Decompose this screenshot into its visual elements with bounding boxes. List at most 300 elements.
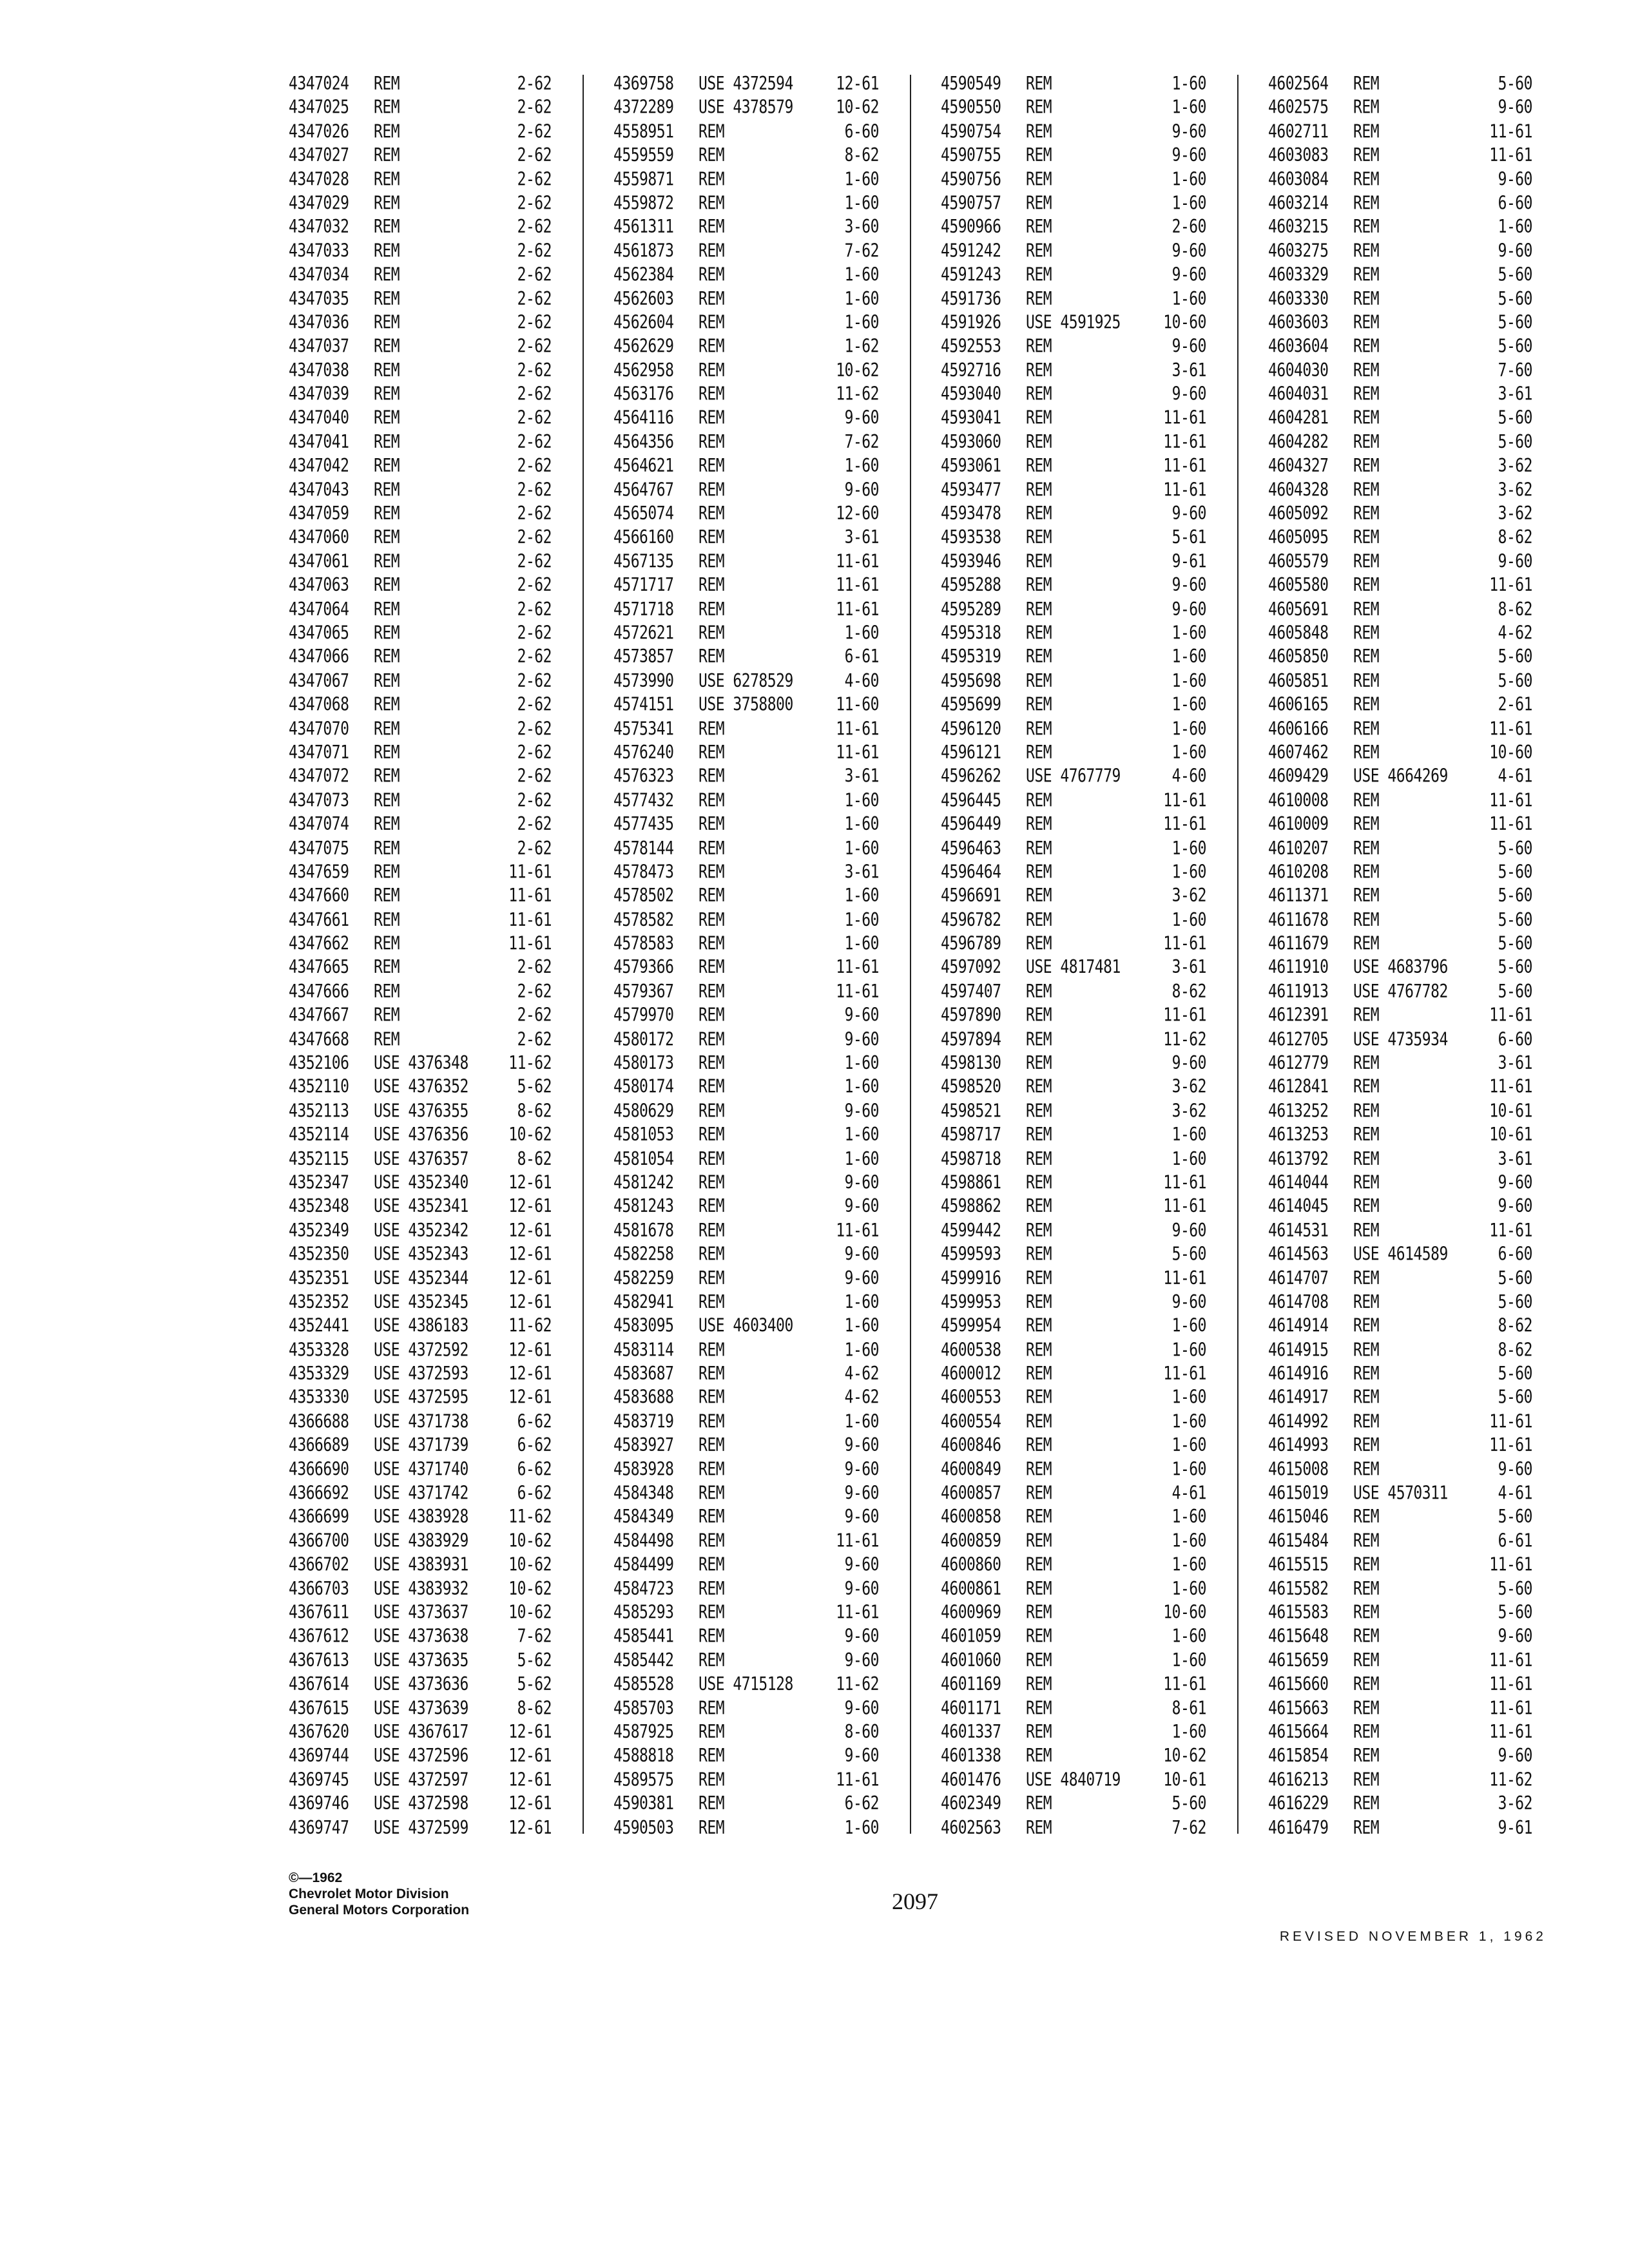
status-action: REM <box>374 957 400 978</box>
part-number: 4590503 <box>613 1818 674 1838</box>
part-number: 4600858 <box>941 1507 1001 1528</box>
status-action: REM <box>374 121 400 142</box>
effective-date: 4-60 <box>844 671 879 692</box>
effective-date: 3-62 <box>1498 479 1532 501</box>
part-number: 4352347 <box>289 1172 349 1193</box>
effective-date: 9-60 <box>844 479 879 501</box>
parts-row <box>289 454 552 478</box>
parts-column-1 <box>289 72 552 1840</box>
effective-date: 11-61 <box>1163 1172 1206 1193</box>
effective-date: 11-61 <box>836 957 879 978</box>
effective-date: 12-61 <box>508 1172 552 1193</box>
column-divider <box>1237 75 1239 1834</box>
parts-row <box>613 1243 879 1267</box>
effective-date: 3-62 <box>1171 886 1206 907</box>
status-action: REM <box>1353 814 1380 835</box>
parts-row <box>941 1123 1206 1147</box>
part-number: 4571717 <box>613 575 674 596</box>
effective-date: 9-60 <box>1498 551 1532 572</box>
status-action: REM <box>699 479 725 501</box>
effective-date: 9-60 <box>1171 384 1206 405</box>
effective-date: 1-60 <box>1171 695 1206 716</box>
part-number: 4590549 <box>941 73 1001 95</box>
parts-row <box>289 956 552 980</box>
part-number: 4347063 <box>289 575 349 596</box>
status-action: REM <box>699 1769 725 1791</box>
effective-date: 5-60 <box>1498 1507 1532 1528</box>
effective-date: 6-60 <box>844 121 879 142</box>
part-number: 4611910 <box>1268 957 1329 978</box>
parts-row <box>613 836 879 860</box>
part-number: 4600012 <box>941 1363 1001 1385</box>
part-number: 4601169 <box>941 1674 1001 1695</box>
effective-date: 8-62 <box>517 1100 552 1122</box>
parts-row <box>613 454 879 478</box>
part-number: 4613792 <box>1268 1148 1329 1169</box>
parts-row <box>941 264 1206 287</box>
part-number: 4584723 <box>613 1579 674 1599</box>
parts-row <box>613 574 879 598</box>
part-number: 4615484 <box>1268 1531 1329 1552</box>
part-number: 4347660 <box>289 886 349 907</box>
effective-date: 1-60 <box>844 790 879 811</box>
parts-row <box>941 693 1206 717</box>
parts-row <box>1268 168 1532 191</box>
status-action: USE 4372599 <box>374 1818 468 1838</box>
part-number: 4596463 <box>941 838 1001 859</box>
effective-date: 11-62 <box>1489 1769 1532 1791</box>
part-number: 4595698 <box>941 671 1001 692</box>
copyright-division: Chevrolet Motor Division <box>289 1887 449 1901</box>
part-number: 4596262 <box>941 766 1001 787</box>
parts-row <box>941 1219 1206 1243</box>
status-action: REM <box>374 527 400 548</box>
part-number: 4615515 <box>1268 1555 1329 1575</box>
status-action: REM <box>1026 216 1052 238</box>
status-action: REM <box>374 384 400 405</box>
parts-row <box>613 72 879 96</box>
part-number: 4607462 <box>1268 742 1329 764</box>
status-action: REM <box>374 599 400 620</box>
status-action: USE 4570311 <box>1353 1483 1448 1504</box>
parts-row <box>613 1362 879 1386</box>
parts-row <box>613 96 879 120</box>
effective-date: 11-62 <box>836 384 879 405</box>
parts-row <box>941 1386 1206 1410</box>
part-number: 4353329 <box>289 1363 349 1385</box>
effective-date: 5-60 <box>1498 408 1532 429</box>
parts-row <box>1268 1577 1532 1601</box>
effective-date: 10-61 <box>1489 1124 1532 1146</box>
status-action: REM <box>1353 718 1380 740</box>
effective-date: 11-61 <box>1489 1435 1532 1456</box>
effective-date: 9-60 <box>844 1196 879 1217</box>
effective-date: 10-60 <box>1163 1602 1206 1624</box>
parts-row <box>613 1147 879 1171</box>
parts-row <box>613 1219 879 1243</box>
part-number: 4598861 <box>941 1172 1001 1193</box>
part-number: 4579366 <box>613 957 674 978</box>
part-number: 4590755 <box>941 145 1001 166</box>
parts-row <box>941 789 1206 812</box>
status-action: REM <box>1026 1316 1052 1337</box>
effective-date: 12-61 <box>508 1363 552 1385</box>
part-number: 4347073 <box>289 790 349 811</box>
part-number: 4603604 <box>1268 336 1329 358</box>
part-number: 4366690 <box>289 1459 349 1480</box>
status-action: REM <box>1026 1555 1052 1575</box>
part-number: 4601337 <box>941 1722 1001 1743</box>
parts-row <box>941 1696 1206 1720</box>
effective-date: 10-61 <box>1489 1100 1532 1122</box>
part-number: 4563176 <box>613 384 674 405</box>
part-number: 4596449 <box>941 814 1001 835</box>
parts-row <box>289 1696 552 1720</box>
part-number: 4602564 <box>1268 73 1329 95</box>
effective-date: 4-61 <box>1498 766 1532 787</box>
effective-date: 2-62 <box>517 479 552 501</box>
effective-date: 1-60 <box>1171 1411 1206 1432</box>
effective-date: 1-60 <box>844 623 879 644</box>
parts-row <box>941 1028 1206 1052</box>
parts-row <box>1268 1673 1532 1696</box>
part-number: 4347040 <box>289 408 349 429</box>
effective-date: 4-61 <box>1171 1483 1206 1504</box>
effective-date: 2-62 <box>517 169 552 190</box>
status-action: REM <box>699 623 725 644</box>
part-number: 4595699 <box>941 695 1001 716</box>
status-action: REM <box>1026 1363 1052 1385</box>
part-number: 4583095 <box>613 1316 674 1337</box>
parts-row <box>1268 240 1532 264</box>
part-number: 4585293 <box>613 1602 674 1624</box>
status-action: REM <box>1026 551 1052 572</box>
parts-row <box>1268 1314 1532 1338</box>
status-action: REM <box>1026 479 1052 501</box>
effective-date: 5-60 <box>1498 1602 1532 1624</box>
effective-date: 12-61 <box>508 1292 552 1313</box>
effective-date: 2-62 <box>517 1029 552 1050</box>
parts-row <box>941 311 1206 335</box>
effective-date: 9-60 <box>1171 265 1206 285</box>
parts-row <box>941 287 1206 311</box>
parts-row <box>941 956 1206 980</box>
part-number: 4614707 <box>1268 1268 1329 1289</box>
part-number: 4590754 <box>941 121 1001 142</box>
status-action: REM <box>1353 1579 1380 1599</box>
parts-row <box>289 1720 552 1744</box>
parts-row <box>613 1482 879 1506</box>
status-action: REM <box>374 408 400 429</box>
effective-date: 11-61 <box>836 981 879 1003</box>
parts-row <box>289 1457 552 1481</box>
parts-row <box>289 812 552 836</box>
status-action: REM <box>1026 910 1052 930</box>
effective-date: 1-60 <box>844 193 879 214</box>
status-action: REM <box>1026 671 1052 692</box>
parts-row <box>941 1338 1206 1362</box>
part-number: 4614993 <box>1268 1435 1329 1456</box>
status-action: REM <box>1353 1005 1380 1026</box>
part-number: 4600860 <box>941 1555 1001 1575</box>
parts-row <box>1268 120 1532 144</box>
part-number: 4369745 <box>289 1769 349 1791</box>
parts-row <box>613 1744 879 1768</box>
status-action: REM <box>1026 169 1052 190</box>
effective-date: 5-60 <box>1498 981 1532 1003</box>
status-action: REM <box>1026 1507 1052 1528</box>
part-number: 4369746 <box>289 1793 349 1814</box>
effective-date: 1-60 <box>1171 742 1206 764</box>
status-action: USE 4352340 <box>374 1172 468 1193</box>
status-action: REM <box>1026 1793 1052 1814</box>
effective-date: 1-60 <box>844 312 879 333</box>
status-action: USE 4372595 <box>374 1387 468 1408</box>
part-number: 4610008 <box>1268 790 1329 811</box>
effective-date: 1-60 <box>844 1411 879 1432</box>
part-number: 4591242 <box>941 240 1001 262</box>
part-number: 4605092 <box>1268 503 1329 524</box>
parts-row <box>1268 765 1532 789</box>
effective-date: 3-62 <box>1171 1100 1206 1122</box>
effective-date: 9-60 <box>1171 1053 1206 1074</box>
part-number: 4580629 <box>613 1100 674 1122</box>
status-action: REM <box>1353 265 1380 285</box>
parts-row <box>1268 407 1532 430</box>
parts-row <box>613 789 879 812</box>
effective-date: 11-61 <box>1163 790 1206 811</box>
part-number: 4581053 <box>613 1124 674 1146</box>
effective-date: 1-60 <box>844 934 879 954</box>
effective-date: 1-60 <box>1171 671 1206 692</box>
part-number: 4580173 <box>613 1053 674 1074</box>
parts-row <box>1268 1267 1532 1291</box>
parts-row <box>613 1696 879 1720</box>
effective-date: 1-60 <box>844 169 879 190</box>
parts-row <box>1268 526 1532 550</box>
effective-date: 9-60 <box>844 1268 879 1289</box>
part-number: 4600859 <box>941 1531 1001 1552</box>
effective-date: 2-62 <box>517 384 552 405</box>
part-number: 4347059 <box>289 503 349 524</box>
parts-row <box>613 502 879 526</box>
part-number: 4347026 <box>289 121 349 142</box>
part-number: 4612841 <box>1268 1077 1329 1098</box>
parts-row <box>941 717 1206 741</box>
part-number: 4590966 <box>941 216 1001 238</box>
parts-row <box>289 1601 552 1625</box>
effective-date: 9-60 <box>844 1579 879 1599</box>
status-action: REM <box>1026 647 1052 668</box>
parts-row <box>613 1601 879 1625</box>
status-action: REM <box>1353 1626 1380 1648</box>
status-action: REM <box>699 408 725 429</box>
parts-row <box>289 717 552 741</box>
effective-date: 5-60 <box>1498 934 1532 954</box>
part-number: 4558951 <box>613 121 674 142</box>
effective-date: 2-62 <box>517 240 552 262</box>
part-number: 4347067 <box>289 671 349 692</box>
part-number: 4593946 <box>941 551 1001 572</box>
part-number: 4615008 <box>1268 1459 1329 1480</box>
parts-row <box>1268 1052 1532 1075</box>
status-action: USE 4372596 <box>374 1745 468 1767</box>
parts-row <box>1268 1147 1532 1171</box>
effective-date: 9-60 <box>1171 240 1206 262</box>
effective-date: 1-60 <box>844 910 879 930</box>
part-number: 4605095 <box>1268 527 1329 548</box>
parts-row <box>289 789 552 812</box>
parts-row <box>289 1792 552 1816</box>
effective-date: 11-62 <box>508 1316 552 1337</box>
part-number: 4353328 <box>289 1340 349 1361</box>
status-action: REM <box>1026 718 1052 740</box>
effective-date: 12-61 <box>508 1818 552 1838</box>
part-number: 4582259 <box>613 1268 674 1289</box>
status-action: REM <box>699 1077 725 1098</box>
part-number: 4601338 <box>941 1745 1001 1767</box>
effective-date: 11-61 <box>1489 1698 1532 1719</box>
parts-row <box>289 96 552 120</box>
parts-row <box>613 191 879 215</box>
parts-row <box>941 1577 1206 1601</box>
part-number: 4577432 <box>613 790 674 811</box>
status-action: USE 4373636 <box>374 1674 468 1695</box>
status-action: REM <box>374 336 400 358</box>
effective-date: 5-60 <box>1498 1292 1532 1313</box>
status-action: REM <box>1353 73 1380 95</box>
effective-date: 11-61 <box>1163 814 1206 835</box>
parts-row <box>1268 622 1532 646</box>
part-number: 4347029 <box>289 193 349 214</box>
status-action: REM <box>1353 1507 1380 1528</box>
part-number: 4595288 <box>941 575 1001 596</box>
status-action: REM <box>1353 145 1380 166</box>
parts-row <box>289 191 552 215</box>
part-number: 4592716 <box>941 360 1001 381</box>
parts-row <box>289 1434 552 1457</box>
effective-date: 9-60 <box>844 1459 879 1480</box>
parts-row <box>289 574 552 598</box>
status-action: REM <box>1353 1172 1380 1193</box>
effective-date: 1-60 <box>1171 193 1206 214</box>
effective-date: 2-62 <box>517 360 552 381</box>
parts-row <box>1268 1243 1532 1267</box>
parts-row <box>613 1410 879 1434</box>
status-action: REM <box>1353 551 1380 572</box>
part-number: 4566160 <box>613 527 674 548</box>
part-number: 4600969 <box>941 1602 1001 1624</box>
part-number: 4571718 <box>613 599 674 620</box>
part-number: 4347066 <box>289 647 349 668</box>
part-number: 4610208 <box>1268 861 1329 883</box>
parts-row <box>1268 1816 1532 1840</box>
effective-date: 11-61 <box>1489 1220 1532 1241</box>
effective-date: 1-60 <box>1171 1124 1206 1146</box>
status-action: USE 4715128 <box>699 1674 793 1695</box>
part-number: 4599593 <box>941 1244 1001 1265</box>
effective-date: 9-60 <box>1498 169 1532 190</box>
effective-date: 12-61 <box>508 1340 552 1361</box>
effective-date: 5-60 <box>1498 1387 1532 1408</box>
effective-date: 1-60 <box>1171 1387 1206 1408</box>
part-number: 4352113 <box>289 1100 349 1122</box>
effective-date: 10-62 <box>508 1579 552 1599</box>
status-action: REM <box>1353 456 1380 477</box>
status-action: REM <box>699 1531 725 1552</box>
status-action: REM <box>1026 1602 1052 1624</box>
effective-date: 1-60 <box>1171 289 1206 309</box>
effective-date: 5-60 <box>1498 910 1532 930</box>
parts-row <box>941 144 1206 168</box>
parts-row <box>289 168 552 191</box>
parts-row <box>941 598 1206 622</box>
status-action: REM <box>1026 742 1052 764</box>
part-number: 4581242 <box>613 1172 674 1193</box>
status-action: USE 4376356 <box>374 1124 468 1146</box>
effective-date: 6-62 <box>517 1483 552 1504</box>
part-number: 4369747 <box>289 1818 349 1838</box>
part-number: 4602575 <box>1268 97 1329 119</box>
status-action: REM <box>1353 360 1380 381</box>
parts-row <box>289 1075 552 1099</box>
parts-row <box>613 1386 879 1410</box>
parts-row <box>941 812 1206 836</box>
part-number: 4593538 <box>941 527 1001 548</box>
effective-date: 9-60 <box>1171 503 1206 524</box>
part-number: 4576240 <box>613 742 674 764</box>
parts-row <box>941 908 1206 932</box>
status-action: REM <box>1353 1077 1380 1098</box>
parts-row <box>289 430 552 454</box>
effective-date: 9-60 <box>1171 121 1206 142</box>
status-action: REM <box>1353 1387 1380 1408</box>
effective-date: 10-60 <box>1163 312 1206 333</box>
part-number: 4602563 <box>941 1818 1001 1838</box>
effective-date: 2-60 <box>1171 216 1206 238</box>
status-action: REM <box>699 599 725 620</box>
parts-row <box>1268 1506 1532 1530</box>
part-number: 4347070 <box>289 718 349 740</box>
parts-row <box>1268 717 1532 741</box>
effective-date: 3-62 <box>1171 1077 1206 1098</box>
status-action: USE 4591925 <box>1026 312 1121 333</box>
effective-date: 1-60 <box>844 1316 879 1337</box>
parts-row <box>613 1792 879 1816</box>
status-action: USE 6278529 <box>699 671 793 692</box>
effective-date: 2-62 <box>517 408 552 429</box>
status-action: REM <box>1026 599 1052 620</box>
status-action: USE 4371742 <box>374 1483 468 1504</box>
parts-row <box>941 574 1206 598</box>
part-number: 4602711 <box>1268 121 1329 142</box>
parts-row <box>1268 646 1532 669</box>
effective-date: 5-60 <box>1498 432 1532 453</box>
parts-row <box>289 287 552 311</box>
effective-date: 9-60 <box>844 1507 879 1528</box>
parts-row <box>941 1553 1206 1577</box>
part-number: 4603214 <box>1268 193 1329 214</box>
part-number: 4593478 <box>941 503 1001 524</box>
effective-date: 11-61 <box>836 1602 879 1624</box>
status-action: REM <box>1353 1220 1380 1241</box>
effective-date: 7-62 <box>1171 1818 1206 1838</box>
parts-row <box>1268 1601 1532 1625</box>
status-action: REM <box>374 503 400 524</box>
parts-row <box>289 1768 552 1792</box>
effective-date: 8-62 <box>1498 1316 1532 1337</box>
parts-row <box>289 741 552 765</box>
